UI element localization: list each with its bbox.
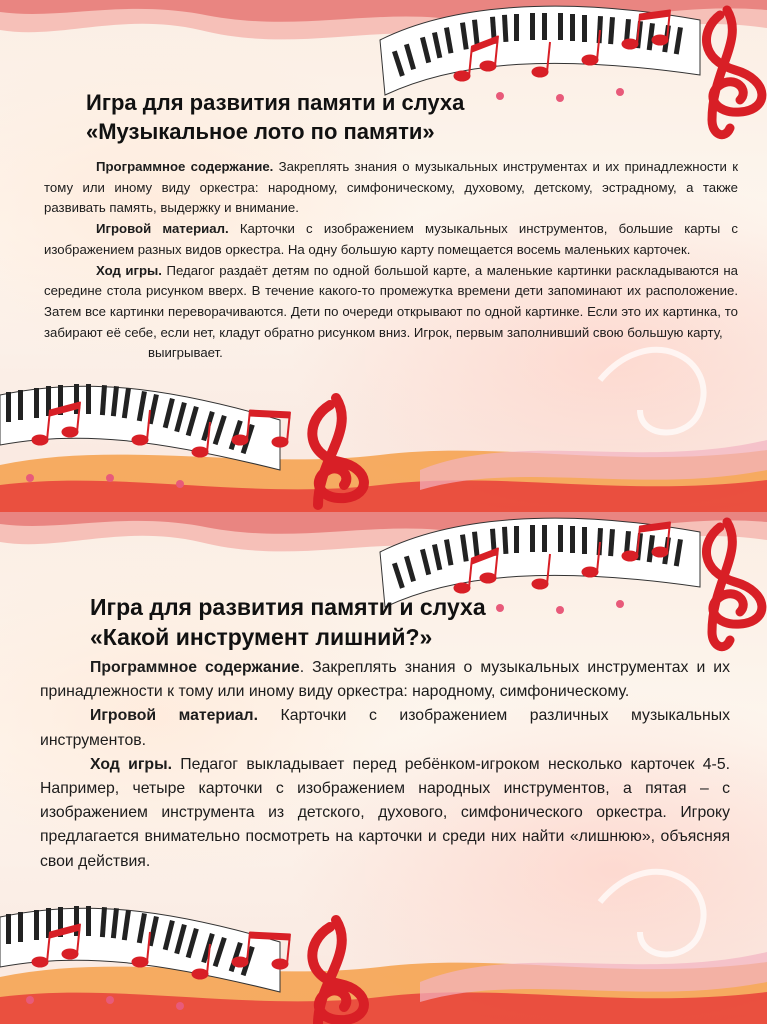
treble-clef-top — [706, 522, 761, 647]
game-flow-last-line: выигрывает. — [148, 345, 223, 361]
game-material-label: Игровой материал. — [90, 707, 258, 725]
card-title — [90, 592, 486, 652]
program-content-label: Программное содержание — [90, 659, 300, 676]
program-content-text: . Закреплять знания о музыкальных инструментах и их принадлежности к тому или иному виду оркестра: народному, симфоническому. — [40, 659, 730, 701]
card-title-line2: «Какой инструмент лишний?» — [90, 624, 433, 650]
game-flow-paragraph — [40, 753, 730, 874]
game-material-text: Карточки с изображением различных музыкальных инструментов. — [40, 707, 731, 749]
game-flow-label: Ход игры. — [96, 262, 162, 278]
game-flow-paragraph — [44, 261, 738, 344]
program-content-text: Закреплять знания о музыкальных инструментах и их принадлежности к тому или иному виду оркестра: народному, симфоническому, духовому, детскому, эстрадному, а также развивать память, выдержку и внимание. — [44, 159, 738, 216]
program-content-paragraph — [40, 656, 730, 704]
program-content-paragraph — [44, 157, 738, 219]
game-flow-label: Ход игры. — [90, 755, 172, 773]
treble-clef-top — [706, 10, 761, 135]
game-material-label: Игровой материал. — [96, 221, 229, 237]
game-flow-text: Педагог выкладывает перед ребёнком-игроком несколько карточек 4-5. Например, четыре карточки с изображением народных инструментов, а пятая – с изображением инструмента из детского, духового, симфонического оркестра. Игроку предлагается внимательно посмотреть на карточки и среди них найти «лишнюю», объясняя свои действия. — [40, 755, 730, 870]
game-material-paragraph — [40, 704, 730, 752]
swirl-ornament — [600, 872, 704, 955]
program-content-label: Программное содержание. — [96, 159, 274, 174]
card-title — [86, 88, 464, 146]
card-title-line1: Игра для развития памяти и слуха — [90, 594, 486, 620]
game-flow-text: Педагог раздаёт детям по одной большой карте, а маленькие картинки раскладываются на середине стола рисунком вверх. В течение какого-то промежутка времени дети запоминают их расположение. Затем все картинки переворачиваются. Дети по очереди открывают по одной картинке. Если это их картинка, то забирают её себе, если нет, кладут обратно рисунком вниз. Игрок, первым заполнивший свою большую карту, — [44, 262, 738, 340]
card-title-line2: «Музыкальное лото по памяти» — [86, 119, 435, 144]
game-material-paragraph — [44, 219, 738, 260]
card-body — [44, 157, 738, 364]
game-material-text: Карточки с изображением музыкальных инструментов, большие карты с изображением разных видов оркестра. На одну большую карту помещается восемь маленьких карточек. — [44, 221, 738, 257]
game-card-odd-instrument — [0, 512, 767, 1024]
card-title-line1: Игра для развития памяти и слуха — [86, 90, 465, 115]
card-body — [40, 656, 730, 874]
